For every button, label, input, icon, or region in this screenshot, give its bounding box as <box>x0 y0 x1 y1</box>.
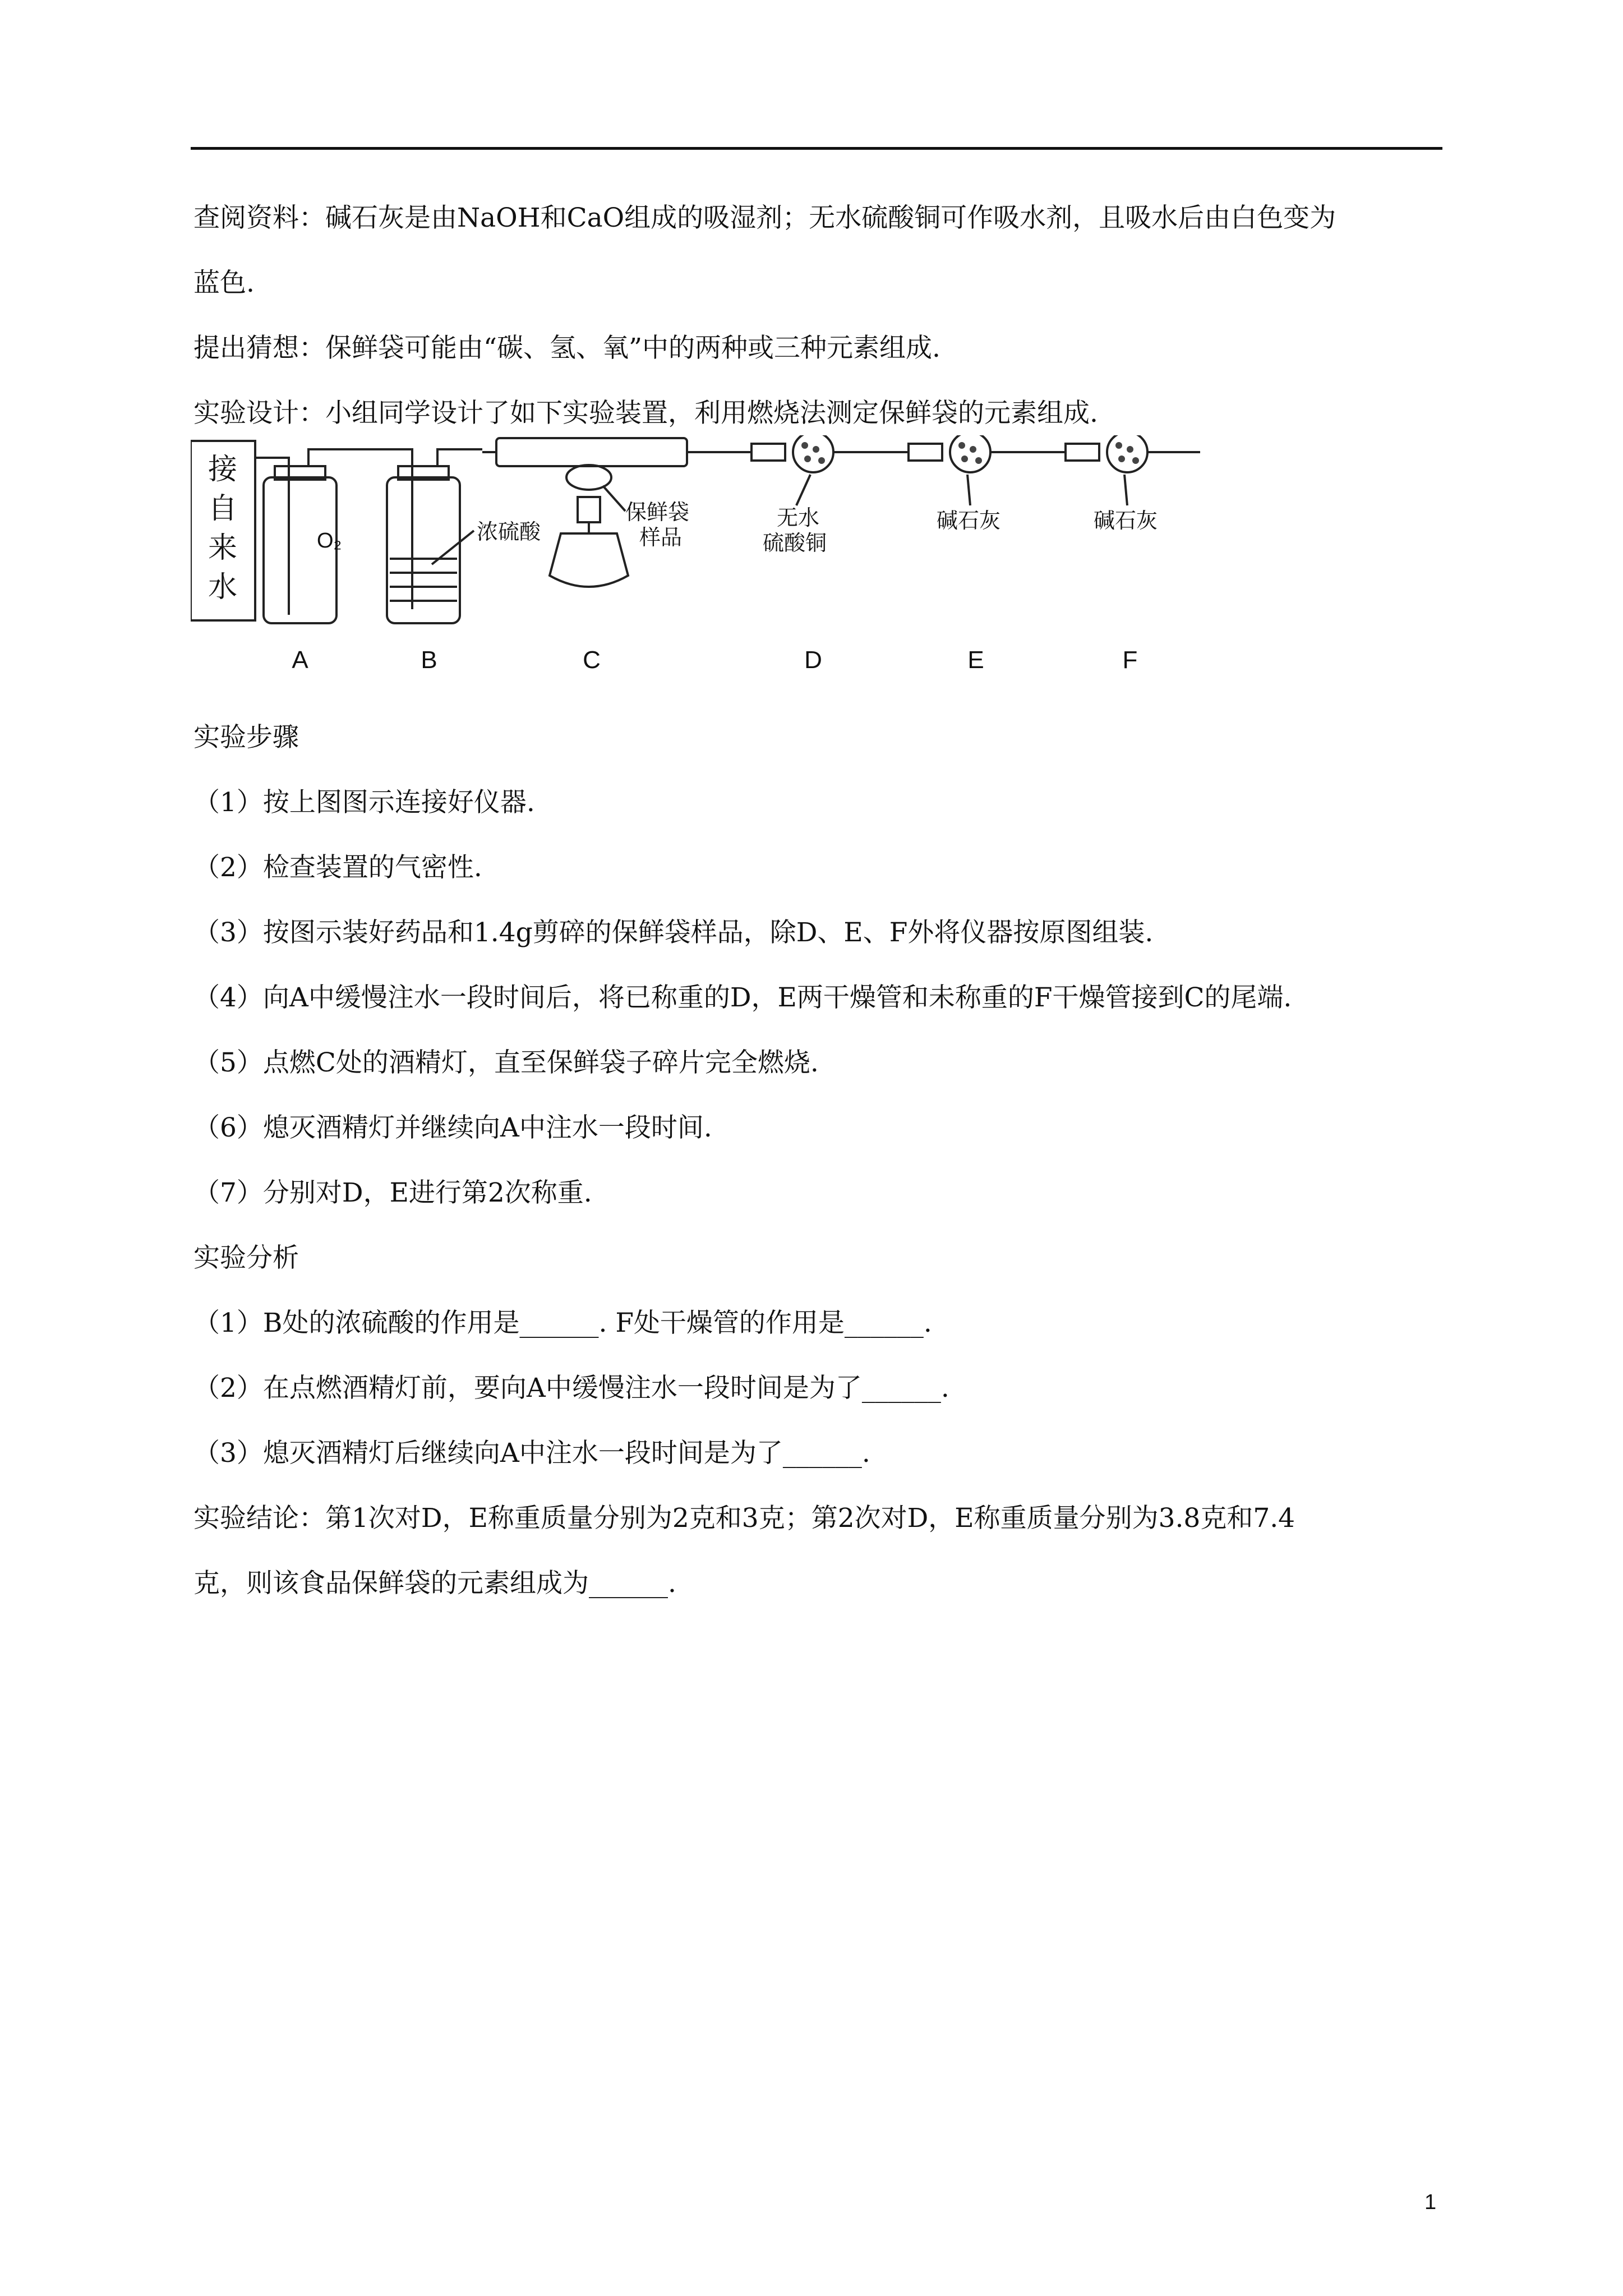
page-number: 1 <box>1424 2191 1437 2214</box>
conclusion-line-2: 克，则该食品保鲜袋的元素组成为______. <box>193 1568 676 1599</box>
letter-d: D <box>804 646 822 674</box>
lamp-wick <box>578 497 600 522</box>
tube-water-to-a <box>255 458 289 615</box>
step-7: （7）分别对D，E进行第2次称重. <box>193 1177 592 1208</box>
letter-a: A <box>292 646 308 674</box>
sample-label-2: 样品 <box>639 526 683 550</box>
hypothesis: 提出猜想：保鲜袋可能由“碳、氢、氧”中的两种或三种元素组成. <box>193 333 940 364</box>
letter-b: B <box>421 646 437 674</box>
water-char-3: 来 <box>208 532 238 564</box>
tube-into-b <box>353 449 412 609</box>
letter-e: E <box>967 646 984 674</box>
apparatus-svg <box>191 435 1441 699</box>
d-label-1: 无水 <box>777 507 820 530</box>
drying-tube-f <box>1107 435 1147 472</box>
analysis-2: （2）在点燃酒精灯前，要向A中缓慢注水一段时间是为了______. <box>193 1373 949 1404</box>
step-3: （3）按图示装好药品和1.4g剪碎的保鲜袋样品，除D、E、F外将仪器按原图组装. <box>193 917 1154 948</box>
reference-line-1: 查阅资料：碱石灰是由NaOH和CaO组成的吸湿剂；无水硫酸铜可作吸水剂，且吸水后由白色变为 <box>193 203 1336 233</box>
step-2: （2）检查装置的气密性. <box>193 852 482 883</box>
analysis-3: （3）熄灭酒精灯后继续向A中注水一段时间是为了______. <box>193 1438 870 1469</box>
analysis-title: 实验分析 <box>193 1243 299 1273</box>
sample-label-1: 保鲜袋 <box>625 501 690 524</box>
water-char-2: 自 <box>208 493 238 525</box>
step-4: （4）向A中缓慢注水一段时间后，将已称重的D，E两干燥管和未称重的F干燥管接到C的尾端. <box>193 982 1292 1013</box>
steps-title: 实验步骤 <box>193 722 299 753</box>
alcohol-lamp <box>550 533 628 587</box>
d-label-2: 硫酸铜 <box>763 532 827 555</box>
acid-label: 浓硫酸 <box>477 521 541 544</box>
reference-line-2: 蓝色. <box>193 268 255 298</box>
combustion-tube <box>496 438 687 466</box>
tube-a-out <box>308 449 353 466</box>
header-rule <box>191 147 1442 150</box>
water-char-4: 水 <box>208 571 238 604</box>
document-body <box>193 202 1444 1632</box>
experiment-design: 实验设计：小组同学设计了如下实验装置，利用燃烧法测定保鲜袋的元素组成. <box>193 398 1098 429</box>
e-label: 碱石灰 <box>937 509 1001 533</box>
o2-label: O₂ <box>317 529 342 553</box>
tube-b-out <box>437 449 482 466</box>
letter-f: F <box>1122 646 1138 674</box>
apparatus-diagram <box>191 435 1441 699</box>
analysis-1: （1）B处的浓硫酸的作用是______. F处干燥管的作用是______. <box>193 1308 932 1338</box>
conclusion-line-1: 实验结论：第1次对D，E称重质量分别为2克和3克；第2次对D，E称重质量分别为3.8克和7.4 <box>193 1503 1295 1534</box>
drying-tube-e <box>950 435 990 472</box>
step-5: （5）点燃C处的酒精灯，直至保鲜袋子碎片完全燃烧. <box>193 1047 819 1078</box>
step-1: （1）按上图图示连接好仪器. <box>193 787 535 818</box>
f-label: 碱石灰 <box>1094 509 1158 533</box>
drying-tube-d <box>793 435 833 472</box>
step-6: （6）熄灭酒精灯并继续向A中注水一段时间. <box>193 1112 712 1143</box>
letter-c: C <box>583 646 601 674</box>
water-char-1: 接 <box>208 453 238 486</box>
